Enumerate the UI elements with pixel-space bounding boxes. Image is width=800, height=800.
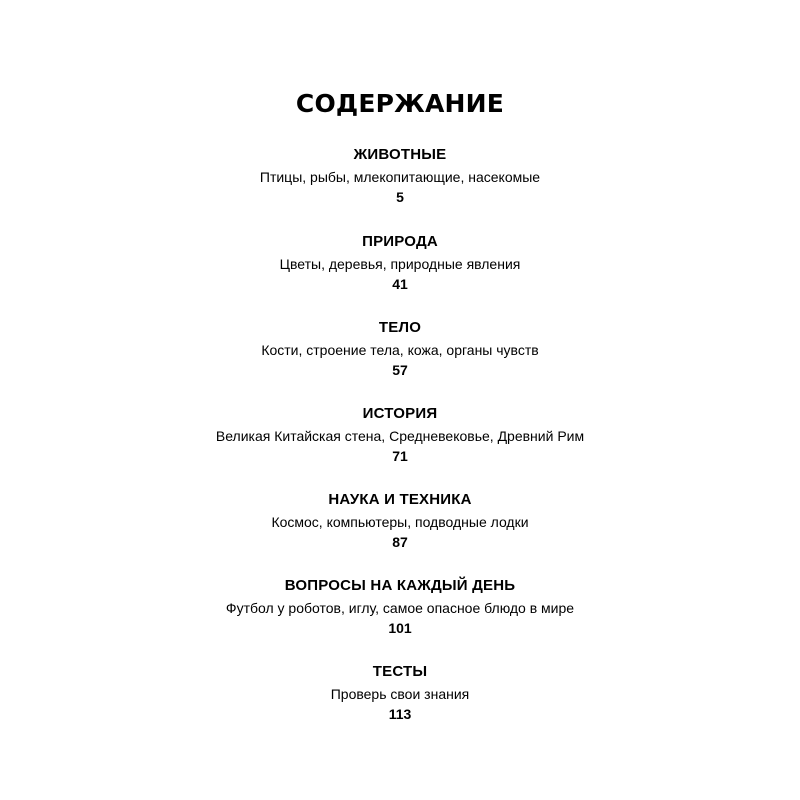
toc-entry-daily-questions [0,577,800,637]
toc-entry-title: ЖИВОТНЫЕ [353,146,447,163]
toc-entry-science [0,491,800,551]
toc-entry-title: ТЕСТЫ [372,663,428,680]
toc-entry-description: Проверь свои знания [330,686,470,702]
toc-entry-title: НАУКА И ТЕХНИКА [328,491,472,508]
toc-entry-page-number: 41 [392,276,408,292]
toc-entry-description: Футбол у роботов, иглу, самое опасное блюдо в мире [225,600,575,616]
toc-entry-description: Великая Китайская стена, Средневековье, Древний Рим [215,428,585,444]
toc-entry-page-number: 113 [388,706,412,722]
page-title: СОДЕРЖАНИЕ [295,89,505,118]
toc-entry-animals [0,146,800,206]
toc-entry-description: Космос, компьютеры, подводные лодки [271,514,529,530]
toc-entry-page-number: 101 [388,620,412,636]
toc-entry-page-number: 87 [392,534,408,550]
toc-entry-description: Птицы, рыбы, млекопитающие, насекомые [259,169,541,185]
toc-entry-tests [0,663,800,723]
toc-entry-title: ТЕЛО [378,319,422,336]
toc-entry-title: ВОПРОСЫ НА КАЖДЫЙ ДЕНЬ [284,577,516,594]
toc-entry-nature [0,233,800,293]
toc-entry-history [0,405,800,465]
toc-entry-body [0,319,800,379]
toc-entry-title: ИСТОРИЯ [362,405,438,422]
toc-entry-description: Кости, строение тела, кожа, органы чувств [261,342,539,358]
toc-entry-page-number: 5 [396,189,404,205]
toc-entry-page-number: 71 [392,448,408,464]
toc-entry-title: ПРИРОДА [362,233,438,250]
toc-entry-page-number: 57 [392,362,408,378]
toc-entry-description: Цветы, деревья, природные явления [279,256,521,272]
